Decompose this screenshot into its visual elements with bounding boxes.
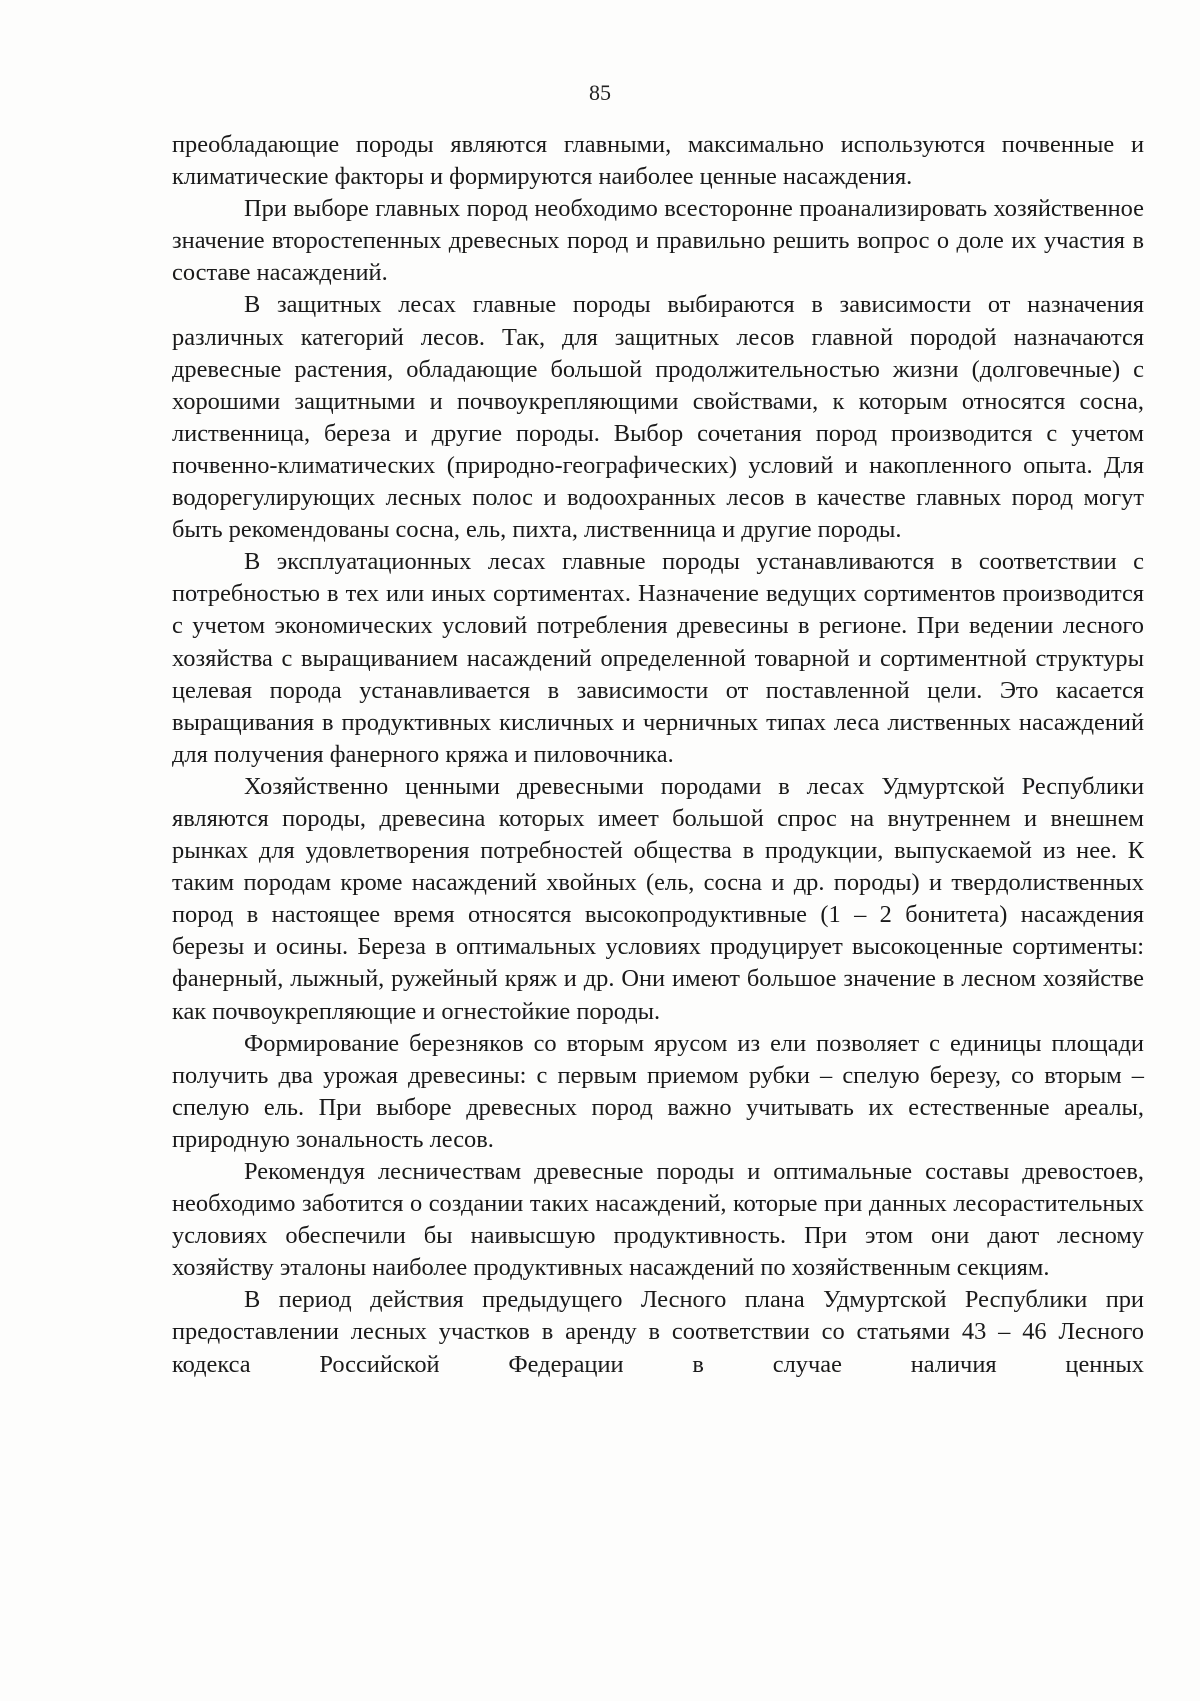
paragraph-3: В защитных лесах главные породы выбираются в зависимости от назначения различных категорий лесов. Так, для защитных лесов главной породой назначаются древесные растения, обладающие большой продолжительностью жизни (долговечные) с хорошими защитными и почвоукрепляющими свойствами, к которым относятся сосна, лиственница, береза и другие породы. Выбор сочетания пород производится с учетом почвенно-климатических (природно-географических) условий и накопленного опыта. Для водорегулирующих лесных полос и водоохранных лесов в качестве главных пород могут быть рекомендованы сосна, ель, пихта, лиственница и другие породы. xyxy=(172,291,1144,544)
paragraph-1: преобладающие породы являются главными, максимально используются почвенные и климатические факторы и формируются наиболее ценные насаждения. xyxy=(172,131,1144,191)
paragraph-2: При выборе главных пород необходимо всесторонне проанализировать хозяйственное значение второстепенных древесных пород и правильно решить вопрос о доле их участия в составе насаждений. xyxy=(172,195,1144,287)
page-number: 85 xyxy=(589,80,611,105)
paragraph-7: Рекомендуя лесничествам древесные породы и оптимальные составы древостоев, необходимо заботится о создании таких насаждений, которые при данных лесорастительных условиях обеспечили бы наивысшую продуктивность. При этом они дают лесному хозяйству эталоны наиболее продуктивных насаждений по хозяйственным секциям. xyxy=(172,1158,1144,1282)
body-text xyxy=(172,129,1144,1381)
paragraph-6: Формирование березняков со вторым ярусом из ели позволяет с единицы площади получить два урожая древесины: с первым приемом рубки – спелую березу, со вторым – спелую ель. При выборе древесных пород важно учитывать их естественные ареалы, природную зональность лесов. xyxy=(172,1029,1144,1153)
paragraph-4: В эксплуатационных лесах главные породы устанавливаются в соответствии с потребностью в тех или иных сортиментах. Назначение ведущих сортиментов производится с учетом экономических условий потребления древесины в регионе. При ведении лесного хозяйства с выращиванием насаждений определенной товарной и сортиментной структуры целевая порода устанавливается в зависимости от поставленной цели. Это касается выращивания в продуктивных кисличных и черничных типах леса лиственных насаждений для получения фанерного кряжа и пиловочника. xyxy=(172,548,1144,768)
paragraph-8: В период действия предыдущего Лесного плана Удмуртской Республики при предоставлении лесных участков в аренду в соответствии со статьями 43 – 46 Лесного кодекса Российской Федерации в случае наличия ценных xyxy=(172,1286,1144,1378)
paragraph-5: Хозяйственно ценными древесными породами в лесах Удмуртской Республики являются породы, древесина которых имеет большой спрос на внутреннем и внешнем рынках для удовлетворения потребностей общества в продукции, выпускаемой из нее. К таким породам кроме насаждений хвойных (ель, сосна и др. породы) и твердолиственных пород в настоящее время относятся высокопродуктивные (1 – 2 бонитета) насаждения березы и осины. Береза в оптимальных условиях продуцирует высокоценные сортименты: фанерный, лыжный, ружейный кряж и др. Они имеют большое значение в лесном хозяйстве как почвоукрепляющие и огнестойкие породы. xyxy=(172,772,1144,1025)
